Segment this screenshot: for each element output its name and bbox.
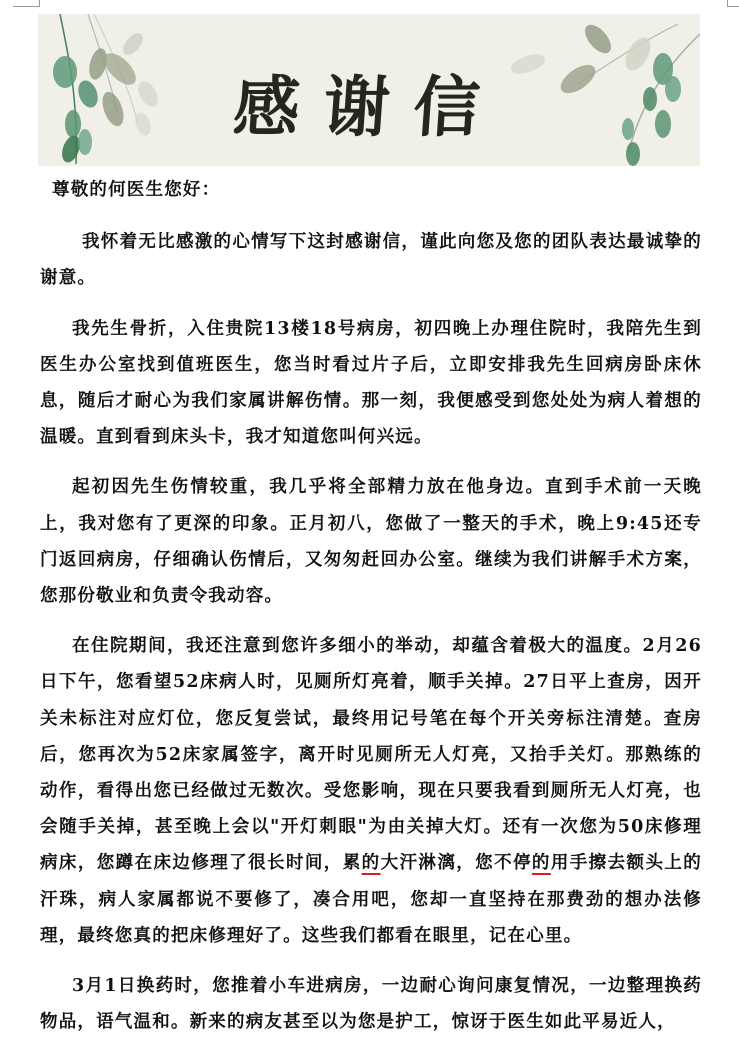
paragraph: 起初因先生伤情较重，我几乎将全部精力放在他身边。直到手术前一天晚上，我对您有了更深的印象。正月初八，您做了一整天的手术，晚上9:45还专门返回病房，仔细确认伤情后，又匆匆赶回办公室。继续为我们讲解手术方案，您那份敬业和负责令我动容。 — [40, 477, 702, 607]
letter-title: 感谢信 — [230, 68, 507, 146]
paragraph: 我怀着无比感激的心情写下这封感谢信，谨此向您及您的团队表达最诚挚的谢意。 — [40, 232, 702, 289]
paragraph-text: 在住院期间，我还注意到您许多细小的举动，却蕴含着极大的温度。2月26日下午，您看望52床病人时，见厕所灯亮着，顺手关掉。27日平上查房，因开关未标注对应灯位，您反复尝试，最终用记号笔在每个开关旁标注清楚。查房后，您再次为52床家属签字，离开时见厕所无人灯亮，又抬手关灯。那熟练的动作，看得出您已经做过无数次。受您影响，现在只要我看到厕所无人灯亮，也会随手关掉，甚至晚上会以"开灯刺眼"为由关掉大灯。还有一次您为50床修理病床，您蹲在床边修理了很长时间，累 — [40, 636, 702, 874]
header-banner — [38, 14, 700, 166]
page-corner-mark — [727, 0, 739, 7]
paragraph: 我先生骨折，入住贵院13楼18号病房，初四晚上办理住院时，我陪先生到医生办公室找到值班医生，您当时看过片子后，立即安排我先生回病房卧床休息，随后才耐心为我们家属讲解伤情。那一刻，我便感受到您处处为病人着想的温暖。直到看到床头卡，我才知道您叫何兴远。 — [40, 318, 702, 448]
page-corner-mark — [13, 0, 40, 7]
paragraph — [40, 628, 702, 954]
paragraph-text: 大汗淋漓，您不停 — [380, 853, 532, 874]
greeting: 尊敬的何医生您好： — [52, 180, 221, 200]
letter-body — [40, 172, 702, 1054]
spellcheck-flagged-word[interactable]: 的 — [361, 853, 381, 874]
paragraph: 3月1日换药时，您推着小车进病房，一边耐心询问康复情况，一边整理换药物品，语气温和。新来的病友甚至以为您是护工，惊讶于医生如此平易近人， — [40, 976, 702, 1033]
paragraph-text: 用手擦去额头上的汗珠，病人家属都说不要修了，凑合用吧，您却一直坚持在那费劲的想办法修理，最终您真的把床修理好了。这些我们都看在眼里，记在心里。 — [40, 853, 702, 946]
spellcheck-flagged-word[interactable]: 的 — [531, 853, 551, 874]
